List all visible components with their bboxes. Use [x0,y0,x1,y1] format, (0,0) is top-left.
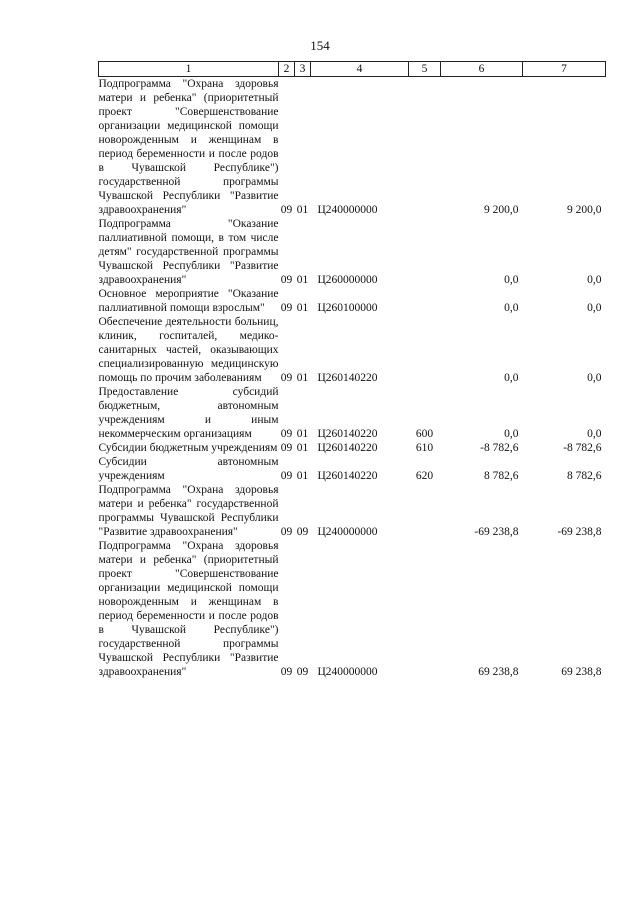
table-row [99,315,606,385]
row-amount-1: 8 782,6 [484,470,519,482]
row-name: Подпрограмма "Оказание паллиативной помощи, в том числе детям" государственной программы Чувашской Республики "Развитие здравоохранения" [98,218,279,286]
row-name: Подпрограмма "Охрана здоровья матери и ребенка" государственной программы Чувашской Республики "Развитие здравоохранения" [98,484,279,538]
page-number: 154 [310,38,330,53]
row-section: 09 [280,204,293,216]
row-section: 09 [280,526,293,538]
row-expense-type: 600 [415,428,434,440]
row-amount-2: 8 782,6 [567,470,602,482]
row-amount-2: -69 238,8 [557,526,602,538]
header-cell: 2 [279,62,295,77]
row-target-article: Ц260000000 [317,274,378,286]
row-amount-2: 0,0 [587,372,602,384]
row-subsection: 09 [296,526,309,538]
row-amount-1: -8 782,6 [480,442,519,454]
table-row [99,287,606,315]
row-amount-2: 0,0 [587,302,602,314]
row-section: 09 [280,274,293,286]
row-section: 09 [280,428,293,440]
row-subsection: 01 [296,302,309,314]
row-section: 09 [280,666,293,678]
row-subsection: 01 [296,372,309,384]
row-target-article: Ц240000000 [317,666,378,678]
table-row [99,77,606,218]
row-amount-2: 9 200,0 [567,204,602,216]
row-name: Обеспечение деятельности больниц, клиник, госпиталей, медико-санитарных частей, оказывающих специализированную медицинскую помощь по прочим заболеваниям [98,316,279,384]
row-amount-1: 0,0 [504,372,519,384]
row-expense-type [409,217,441,287]
row-section: 09 [280,302,293,314]
row-expense-type [409,483,441,539]
header-cell: 1 [99,62,279,77]
row-name: Субсидии автономным учреждениям [98,456,279,482]
row-amount-1: 0,0 [504,274,519,286]
row-target-article: Ц260140220 [317,442,378,454]
table-row [99,455,606,483]
row-amount-2: -8 782,6 [563,442,602,454]
row-amount-1: -69 238,8 [474,526,519,538]
row-name: Субсидии бюджетным учреждениям [98,442,278,454]
row-amount-1: 0,0 [504,428,519,440]
row-subsection: 01 [296,442,309,454]
row-subsection: 01 [296,274,309,286]
header-cell: 7 [523,62,606,77]
row-target-article: Ц260140220 [317,372,378,384]
header-cell: 6 [441,62,523,77]
row-subsection: 09 [296,666,309,678]
row-target-article: Ц260140220 [317,470,378,482]
row-target-article: Ц260140220 [317,428,378,440]
row-expense-type [409,539,441,679]
budget-table [98,61,606,679]
row-subsection: 01 [296,204,309,216]
row-name: Подпрограмма "Охрана здоровья матери и ребенка" (приоритетный проект "Совершенствование организации медицинской помощи новорожденным и женщинам в период беременности и после родов в Чувашской Республике") государственной программы Чувашской Республики "Развитие здравоохранения" [98,540,279,678]
table-row [99,441,606,455]
row-expense-type [409,77,441,218]
row-section: 09 [280,470,293,482]
row-amount-1: 9 200,0 [484,204,519,216]
row-amount-1: 0,0 [504,302,519,314]
row-name: Предоставление субсидий бюджетным, автономным учреждениям и иным некоммерческим организациям [98,386,279,440]
table-row [99,217,606,287]
row-subsection: 01 [296,470,309,482]
row-expense-type: 610 [415,442,434,454]
row-name: Подпрограмма "Охрана здоровья матери и ребенка" (приоритетный проект "Совершенствование организации медицинской помощи новорожденным и женщинам в период беременности и после родов в Чувашской Республике") государственной программы Чувашской Республики "Развитие здравоохранения" [98,78,279,216]
header-cell: 5 [409,62,441,77]
table-row [99,385,606,441]
header-cell: 4 [311,62,409,77]
row-target-article: Ц260100000 [317,302,378,314]
row-section: 09 [280,442,293,454]
row-expense-type [409,315,441,385]
table-row [99,539,606,679]
row-target-article: Ц240000000 [317,204,378,216]
row-amount-2: 69 238,8 [561,666,602,678]
row-target-article: Ц240000000 [317,526,378,538]
row-subsection: 01 [296,428,309,440]
row-amount-1: 69 238,8 [478,666,519,678]
row-amount-2: 0,0 [587,428,602,440]
table-row [99,483,606,539]
header-cell: 3 [295,62,311,77]
row-expense-type: 620 [415,470,434,482]
row-amount-2: 0,0 [587,274,602,286]
table-header-row [99,62,606,77]
row-expense-type [409,287,441,315]
row-section: 09 [280,372,293,384]
row-name: Основное мероприятие "Оказание паллиативной помощи взрослым" [98,288,279,314]
